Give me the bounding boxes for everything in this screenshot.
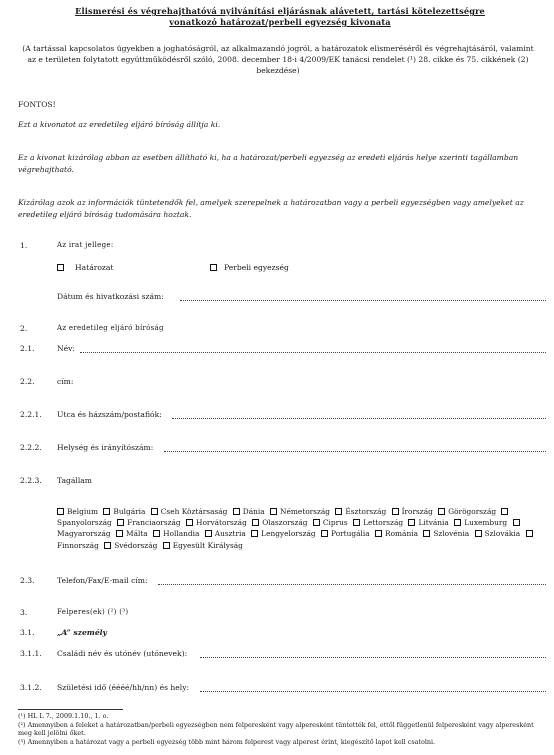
country-checkbox[interactable]	[423, 530, 430, 537]
birth-field[interactable]	[200, 691, 546, 692]
country-checkbox[interactable]	[153, 530, 160, 537]
country-label: Portugália	[331, 529, 370, 539]
date-reference-label: Dátum és hivatkozási szám:	[57, 292, 164, 301]
country-label: Litvánia	[418, 518, 449, 528]
item-2-2-1-number: 2.2.1.	[20, 410, 42, 419]
country-label: Románia	[385, 529, 418, 539]
country-checkbox[interactable]	[251, 530, 258, 537]
country-checkbox[interactable]	[103, 508, 110, 515]
country-checkbox[interactable]	[438, 508, 445, 515]
country-label: Luxemburg	[464, 518, 508, 528]
country-option[interactable]	[313, 518, 348, 527]
country-checkbox[interactable]	[526, 530, 533, 537]
country-checkbox[interactable]	[501, 508, 508, 515]
country-option[interactable]	[353, 518, 403, 527]
footnote-divider	[18, 709, 123, 710]
item-2-2-2-number: 2.2.2.	[20, 443, 42, 452]
birth-label: Születési idő (éééé/hh/nn) és hely:	[57, 683, 190, 692]
title-line-2: vonatkozó határozat/perbeli egyezség kivonata	[169, 17, 391, 27]
country-option[interactable]	[408, 518, 448, 527]
country-label: Észtország	[345, 507, 387, 516]
court-name-label: Név:	[57, 344, 75, 353]
country-checkbox[interactable]	[116, 530, 123, 537]
court-name-field[interactable]	[80, 352, 546, 353]
settlement-checkbox[interactable]	[210, 264, 217, 271]
country-label: Ciprus	[322, 518, 348, 528]
country-label: Németország	[280, 507, 330, 516]
country-option[interactable]	[252, 518, 307, 527]
country-checkbox[interactable]	[205, 530, 212, 537]
country-label: Egyesült Királyság	[172, 540, 243, 550]
notice-paragraph-3: Kizárólag azok az információk tüntetendők fel, amelyek szerepelnek a határozatban vagy a perbeli egyezségben vagy amelyeket az eredetileg eljáró bíróság tudomására hoztak.	[18, 198, 524, 219]
country-label: Franciaország	[127, 518, 181, 528]
section-2-number: 2.	[20, 324, 28, 333]
important-heading: FONTOS!	[18, 100, 56, 109]
country-label: Magyarország	[57, 529, 111, 539]
country-label: Olaszország	[262, 518, 308, 528]
country-checkbox[interactable]	[186, 519, 193, 526]
country-checkbox[interactable]	[104, 542, 111, 549]
decision-label: Határozat	[75, 263, 114, 272]
country-checkbox[interactable]	[353, 519, 360, 526]
country-checkbox[interactable]	[375, 530, 382, 537]
country-option[interactable]	[163, 541, 243, 550]
document-title	[20, 6, 540, 28]
country-option[interactable]	[438, 507, 496, 516]
date-reference-field[interactable]	[180, 300, 546, 301]
country-label: Spanyolország	[57, 518, 112, 528]
item-2-1-number: 2.1.	[20, 344, 35, 353]
country-label: Írország	[401, 507, 433, 516]
street-field[interactable]	[172, 418, 546, 419]
notice-paragraph-1: Ezt a kivonatot az eredetileg eljáró bíróság állítja ki.	[18, 120, 221, 129]
country-option[interactable]	[321, 529, 370, 538]
country-option[interactable]	[103, 507, 145, 516]
option-settlement[interactable]	[210, 263, 289, 272]
section-3-number: 3.	[20, 608, 28, 617]
notice-paragraph-2: Ez a kivonat kizárólag abban az esetben állítható ki, ha a határozat/perbeli egyezség az eredeti eljárás helye szerinti tagállamban végrehajtható.	[18, 153, 519, 174]
country-option[interactable]	[151, 507, 228, 516]
section-3-title: Felperes(ek) (²) (³)	[57, 608, 129, 616]
country-checkbox[interactable]	[270, 508, 277, 515]
country-option[interactable]	[104, 541, 157, 550]
item-3-1-2-number: 3.1.2.	[20, 683, 42, 692]
item-2-3-number: 2.3.	[20, 576, 35, 585]
decision-checkbox[interactable]	[57, 264, 64, 271]
item-3-1-1-number: 3.1.1.	[20, 649, 42, 658]
country-option[interactable]	[335, 507, 386, 516]
settlement-label: Perbeli egyezség	[224, 263, 289, 272]
court-address-label: cím:	[57, 377, 74, 386]
country-option[interactable]	[392, 507, 433, 516]
country-checkbox[interactable]	[233, 508, 240, 515]
country-option[interactable]	[475, 529, 521, 538]
country-option[interactable]	[454, 518, 507, 527]
section-1-number: 1.	[20, 241, 28, 250]
city-label: Helység és irányítószám:	[57, 443, 154, 452]
country-label: Szlovénia	[433, 529, 470, 539]
country-label: Szlovákia	[484, 529, 521, 539]
country-option[interactable]	[117, 518, 181, 527]
country-option[interactable]	[205, 529, 246, 538]
item-2-2-number: 2.2.	[20, 377, 35, 386]
country-checkbox[interactable]	[408, 519, 415, 526]
country-label: Görögország	[448, 507, 497, 516]
footnote-2: (²) Amennyiben a feleket a határozatban/perbeli egyezségben nem felperesként vagy alperesként tüntették fel, ettől függetlenül felperesként vagy alperesként meg kell jelölni őket.	[18, 721, 534, 738]
country-option[interactable]	[153, 529, 199, 538]
contact-field[interactable]	[158, 584, 546, 585]
country-label: Horvátország	[196, 518, 247, 528]
country-option[interactable]	[233, 507, 265, 516]
country-option[interactable]	[423, 529, 469, 538]
member-state-checklist	[57, 506, 547, 551]
country-option[interactable]	[251, 529, 316, 538]
country-checkbox[interactable]	[163, 542, 170, 549]
country-label: Lettország	[363, 518, 404, 528]
country-label: Dánia	[242, 507, 265, 516]
contact-label: Telefon/Fax/E-mail cím:	[57, 576, 148, 585]
item-2-2-3-number: 2.2.3.	[20, 476, 42, 485]
family-name-label: Családi név és utónév (utónevek):	[57, 649, 188, 658]
city-field[interactable]	[164, 451, 546, 452]
country-checkbox[interactable]	[313, 519, 320, 526]
country-label: Finnország	[57, 540, 99, 550]
country-checkbox[interactable]	[252, 519, 259, 526]
section-1-title: Az irat jellege:	[57, 241, 114, 249]
country-checkbox[interactable]	[513, 519, 520, 526]
country-label: Hollandia	[163, 529, 200, 539]
country-option[interactable]	[57, 507, 98, 516]
country-checkbox[interactable]	[392, 508, 399, 515]
country-checkbox[interactable]	[475, 530, 482, 537]
street-label: Utca és házszám/postafiók:	[57, 410, 162, 419]
family-name-field[interactable]	[200, 657, 546, 658]
country-checkbox[interactable]	[321, 530, 328, 537]
title-line-1: Elismerési és végrehajthatóvá nyilvánítási eljárásnak alávetett, tartási kötelezettségre	[75, 6, 485, 16]
footnote-3: (³) Amennyiben a határozat vagy a perbeli egyezség több mint három felperest vagy alperest érint, kiegészítő lapot kell csatolni.	[18, 738, 436, 746]
country-checkbox[interactable]	[117, 519, 124, 526]
country-checkbox[interactable]	[57, 508, 64, 515]
country-label: Ausztria	[214, 529, 246, 539]
country-label: Bulgária	[113, 507, 146, 516]
country-label: Belgium	[67, 507, 99, 516]
country-option[interactable]	[270, 507, 330, 516]
option-decision[interactable]	[57, 263, 114, 272]
country-option[interactable]	[116, 529, 148, 538]
country-checkbox[interactable]	[151, 508, 158, 515]
country-checkbox[interactable]	[335, 508, 342, 515]
country-option[interactable]	[375, 529, 418, 538]
item-3-1-number: 3.1.	[20, 628, 35, 637]
person-a-heading: „A” személy	[57, 628, 107, 637]
footnote-1: (¹) HL L 7., 2009.1.10., 1. o.	[18, 712, 109, 720]
country-label: Lengyelország	[261, 529, 316, 539]
legal-basis-intro: (A tartással kapcsolatos ügyekben a joghatóságról, az alkalmazandó jogról, a határozatok elismeréséről és végrehajtásáról, valamint az e területen folytatott együttműködésről szóló, 2008. december 18-i 4/2009/EK tanácsi rendelet (¹) 28. cikke és 75. cikkének (2) bekezdése)	[22, 44, 534, 75]
member-state-label: Tagállam	[57, 476, 92, 485]
section-2-title: Az eredetileg eljáró bíróság	[57, 324, 164, 332]
country-label: Málta	[126, 529, 148, 539]
country-label: Svédország	[114, 540, 158, 550]
country-label: Cseh Köztársaság	[160, 507, 228, 516]
country-option[interactable]	[186, 518, 247, 527]
country-checkbox[interactable]	[454, 519, 461, 526]
